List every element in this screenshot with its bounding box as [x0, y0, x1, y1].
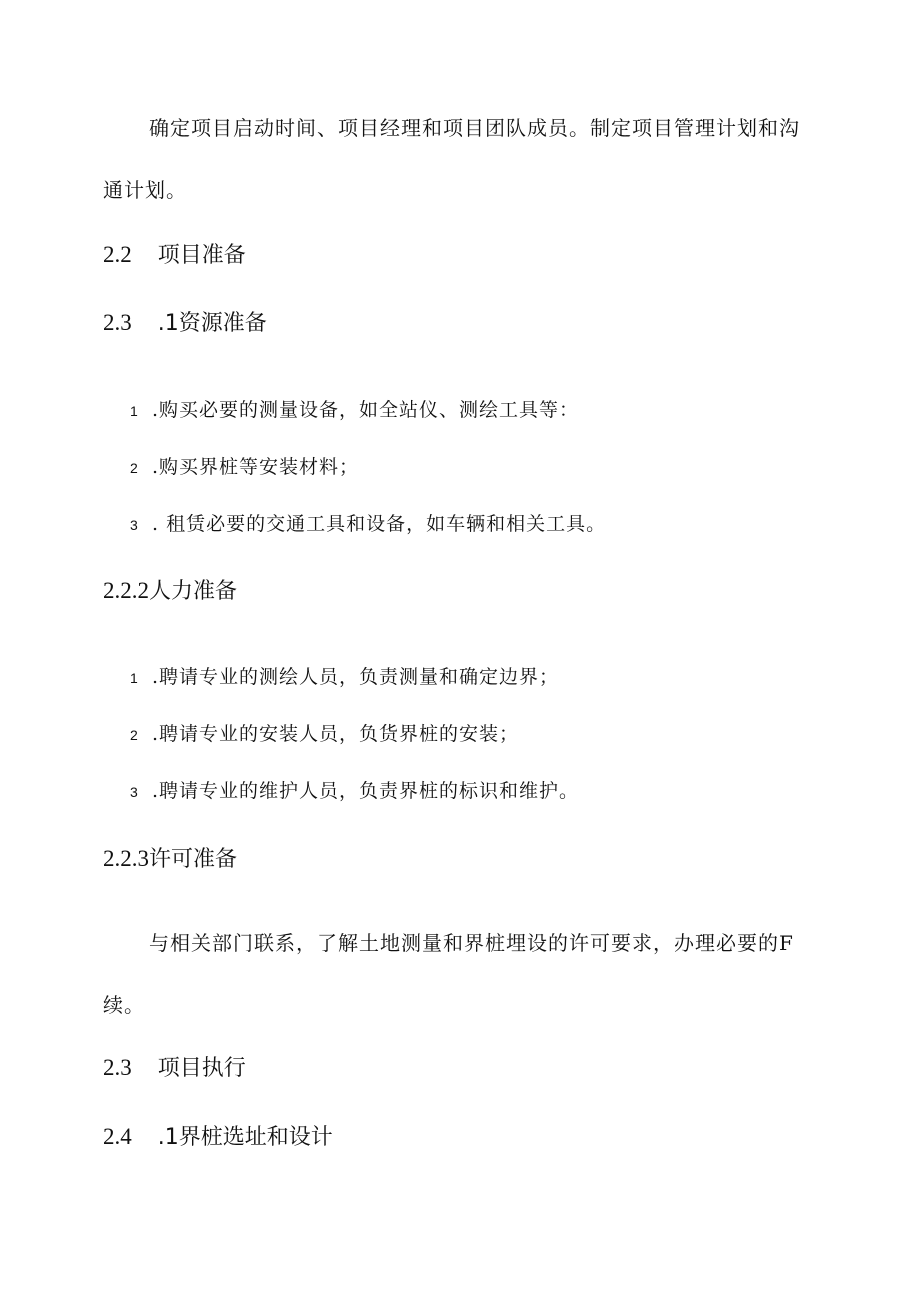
list-index: 3	[130, 517, 138, 533]
section-title: .1资源准备	[157, 311, 267, 336]
list-item	[130, 719, 519, 750]
section-title: .1界桩选址和设计	[157, 1125, 333, 1150]
section-heading-permit	[103, 844, 237, 875]
section-title: 项目准备	[157, 243, 246, 268]
list-item	[130, 452, 359, 483]
list-text: .购买界桩等安装材料；	[152, 456, 360, 478]
list-item	[130, 776, 579, 807]
list-index: 2	[130, 460, 138, 476]
section-heading-resource	[103, 308, 267, 339]
list-text: .购买必要的测量设备，如全站仪、测绘工具等：	[152, 399, 580, 421]
list-text: .聘请专业的测绘人员，负责测量和确定边界；	[152, 666, 560, 688]
section-title: 许可准备	[149, 847, 238, 872]
list-item	[130, 662, 559, 693]
section-number: 2.3	[103, 310, 132, 335]
section-title: 项目执行	[157, 1056, 246, 1081]
list-index: 1	[130, 670, 138, 686]
list-item	[130, 395, 579, 426]
list-item	[130, 509, 606, 540]
list-index: 2	[130, 727, 138, 743]
section-heading-execution	[103, 1053, 246, 1084]
section-number: 2.4	[103, 1124, 132, 1149]
section-heading-2-2	[103, 240, 246, 271]
section-number: 2.3	[103, 1055, 132, 1080]
section-heading-staff	[103, 576, 237, 607]
list-text: .聘请专业的维护人员，负责界桩的标识和维护。	[152, 780, 580, 802]
list-index: 3	[130, 784, 138, 800]
permit-paragraph: 与相关部门联系，了解土地测量和界桩埋设的许可要求，办理必要的F续。	[103, 931, 794, 1017]
section-number: 2.2	[103, 242, 132, 267]
section-title: 人力准备	[149, 579, 238, 604]
intro-paragraph: 确定项目启动时间、项目经理和项目团队成员。制定项目管理计划和沟通计划。	[103, 116, 800, 202]
section-number: 2.2.3	[103, 846, 149, 871]
list-text: . 租赁必要的交通工具和设备，如车辆和相关工具。	[152, 513, 607, 535]
section-heading-siting	[103, 1122, 333, 1153]
list-text: .聘请专业的安装人员，负货界桩的安装；	[152, 723, 520, 745]
section-number: 2.2.2	[103, 578, 149, 603]
list-index: 1	[130, 403, 138, 419]
